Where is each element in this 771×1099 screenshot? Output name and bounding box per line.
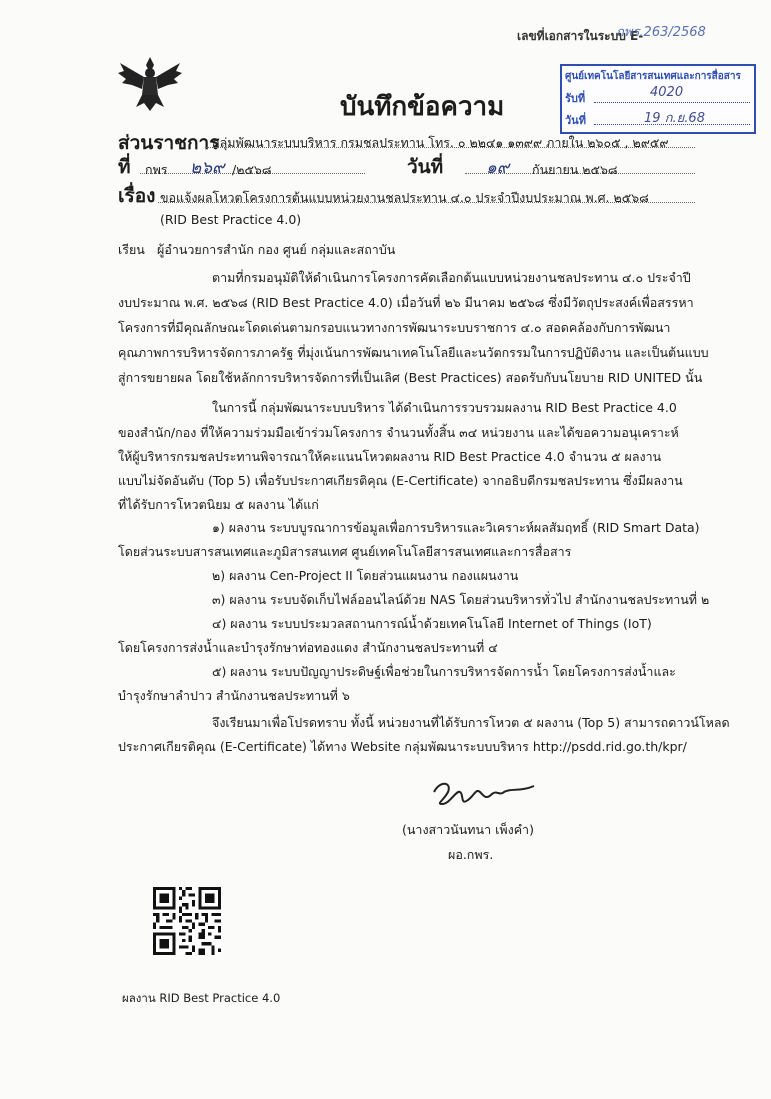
signer-name: (นางสาวนันทนา เพ็งคำ) xyxy=(402,822,534,837)
stamp-date-label: วันที่ xyxy=(565,114,586,127)
body-line: จึงเรียนมาเพื่อโปรดทราบ ทั้งนี้ หน่วยงานที่ได้รับการโหวต ๕ ผลงาน (Top 5) สามารถดาวน์โหลด xyxy=(212,715,730,730)
stamp-org: ศูนย์เทคโนโลยีสารสนเทศและการสื่อสาร xyxy=(565,71,741,82)
body-line: สู่การขยายผล โดยใช้หลักการบริหารจัดการที่เป็นเลิศ (Best Practices) สอดรับกับนโยบาย RID UNITED นั้น xyxy=(118,370,703,385)
qr-code xyxy=(153,887,221,955)
body-line: ตามที่กรมอนุมัติให้ดำเนินการโครงการคัดเลือกต้นแบบหน่วยงานชลประทาน ๔.๐ ประจำปี xyxy=(212,270,691,285)
list-item-line: ๓) ผลงาน ระบบจัดเก็บไฟล์ออนไลน์ด้วย NAS โดยส่วนบริหารทั่วไป สำนักงานชลประทานที่ ๒ xyxy=(212,592,710,607)
body-line: ในการนี้ กลุ่มพัฒนาระบบบริหาร ได้ดำเนินการรวบรวมผลงาน RID Best Practice 4.0 xyxy=(212,400,677,415)
list-item-line: ๔) ผลงาน ระบบประมวลสถานการณ์น้ำด้วยเทคโนโลยี Internet of Things (IoT) xyxy=(212,616,652,631)
to-label: เรียน xyxy=(118,242,145,257)
body-line: ของสำนัก/กอง ที่ให้ความร่วมมือเข้าร่วมโครงการ จำนวนทั้งสิ้น ๓๔ หน่วยงาน และได้ขอความอนุเคราะห์ xyxy=(118,425,679,440)
agency-label: ส่วนราชการ xyxy=(118,132,220,154)
memo-no-prefix: กพร xyxy=(145,162,168,177)
stamp-received-no-value: 4020 xyxy=(650,85,684,100)
memo-date-rest: กันยายน ๒๕๖๘ xyxy=(532,162,618,177)
memo-date-day: ๑๙ xyxy=(486,158,510,178)
agency-value: กลุ่มพัฒนาระบบบริหาร กรมชลประทาน โทร. ๐ ๒๒๔๑ ๑๓๙๙ ภายใน ๒๖๐๕ , ๒๙๕๙ xyxy=(212,135,669,150)
qr-caption: ผลงาน RID Best Practice 4.0 xyxy=(122,991,281,1005)
stamp-received-no-label: รับที่ xyxy=(565,92,586,105)
list-item-line: ๑) ผลงาน ระบบบูรณาการข้อมูลเพื่อการบริหารและวิเคราะห์ผลสัมฤทธิ์ (RID Smart Data) xyxy=(212,520,700,535)
list-item-line: บำรุงรักษาลำปาว สำนักงานชลประทานที่ ๖ xyxy=(118,688,350,703)
list-item-line: โดยส่วนระบบสารสนเทศและภูมิสารสนเทศ ศูนย์เทคโนโลยีสารสนเทศและการสื่อสาร xyxy=(118,544,572,559)
body-line: ประกาศเกียรติคุณ (E-Certificate) ได้ทาง Website กลุ่มพัฒนาระบบบริหาร http://psdd.rid.go.th/kpr/ xyxy=(118,739,687,754)
stamp-line xyxy=(594,102,750,103)
list-item-line: ๕) ผลงาน ระบบปัญญาประดิษฐ์เพื่อช่วยในการบริหารจัดการน้ำ โดยโครงการส่งน้ำและ xyxy=(212,664,676,679)
body-line: แบบไม่จัดอันดับ (Top 5) เพื่อรับประกาศเกียรติคุณ (E-Certificate) จากอธิบดีกรมชลประทาน ซึ่งมีผลงาน xyxy=(118,473,683,488)
to-value: ผู้อำนวยการสำนัก กอง ศูนย์ กลุ่มและสถาบัน xyxy=(157,242,396,257)
signer-position: ผอ.กพร. xyxy=(448,847,494,862)
stamp-date-value: 19 ก.ย.68 xyxy=(644,111,705,126)
signature-mark xyxy=(430,778,540,812)
body-line: โครงการที่มีคุณลักษณะโดดเด่นตามกรอบแนวทางการพัฒนาระบบราชการ ๔.๐ สอดคล้องกับการพัฒนา xyxy=(118,320,671,335)
memo-date-label: วันที่ xyxy=(407,156,444,178)
memo-no-handwritten: ๒๖๙ xyxy=(190,158,225,178)
garuda-emblem xyxy=(118,55,182,113)
memo-no-suffix: /๒๕๖๘ xyxy=(232,162,272,177)
subject-line-1: ขอแจ้งผลโหวตโครงการต้นแบบหน่วยงานชลประทาน ๔.๐ ประจำปีงบประมาณ พ.ศ. ๒๕๖๘ xyxy=(160,190,649,205)
received-stamp xyxy=(560,64,756,134)
subject-label: เรื่อง xyxy=(118,185,156,207)
body-line: ให้ผู้บริหารกรมชลประทานพิจารณาให้คะแนนโหวตผลงาน RID Best Practice 4.0 จำนวน ๕ ผลงาน xyxy=(118,449,662,464)
document-ref-value: กพร.263/2568 xyxy=(616,25,706,40)
memo-title: บันทึกข้อความ xyxy=(340,92,505,122)
subject-line-2: (RID Best Practice 4.0) xyxy=(160,212,302,227)
list-item-line: ๒) ผลงาน Cen-Project II โดยส่วนแผนงาน กองแผนงาน xyxy=(212,568,519,583)
memo-no-label: ที่ xyxy=(118,156,131,178)
document-ref-label: เลขที่เอกสารในระบบ E- xyxy=(517,29,644,43)
body-line: งบประมาณ พ.ศ. ๒๕๖๘ (RID Best Practice 4.0) เมื่อวันที่ ๒๖ มีนาคม ๒๕๖๘ ซึ่งมีวัตถุประสงค์เพื่อสรรหา xyxy=(118,295,694,310)
body-line: คุณภาพการบริหารจัดการภาครัฐ ที่มุ่งเน้นการพัฒนาเทคโนโลยีและนวัตกรรมในการปฏิบัติงาน และเป็นต้นแบบ xyxy=(118,345,709,360)
list-item-line: โดยโครงการส่งน้ำและบำรุงรักษาท่อทองแดง สำนักงานชลประทานที่ ๔ xyxy=(118,640,498,655)
body-line: ที่ได้รับการโหวตนิยม ๕ ผลงาน ได้แก่ xyxy=(118,497,319,512)
